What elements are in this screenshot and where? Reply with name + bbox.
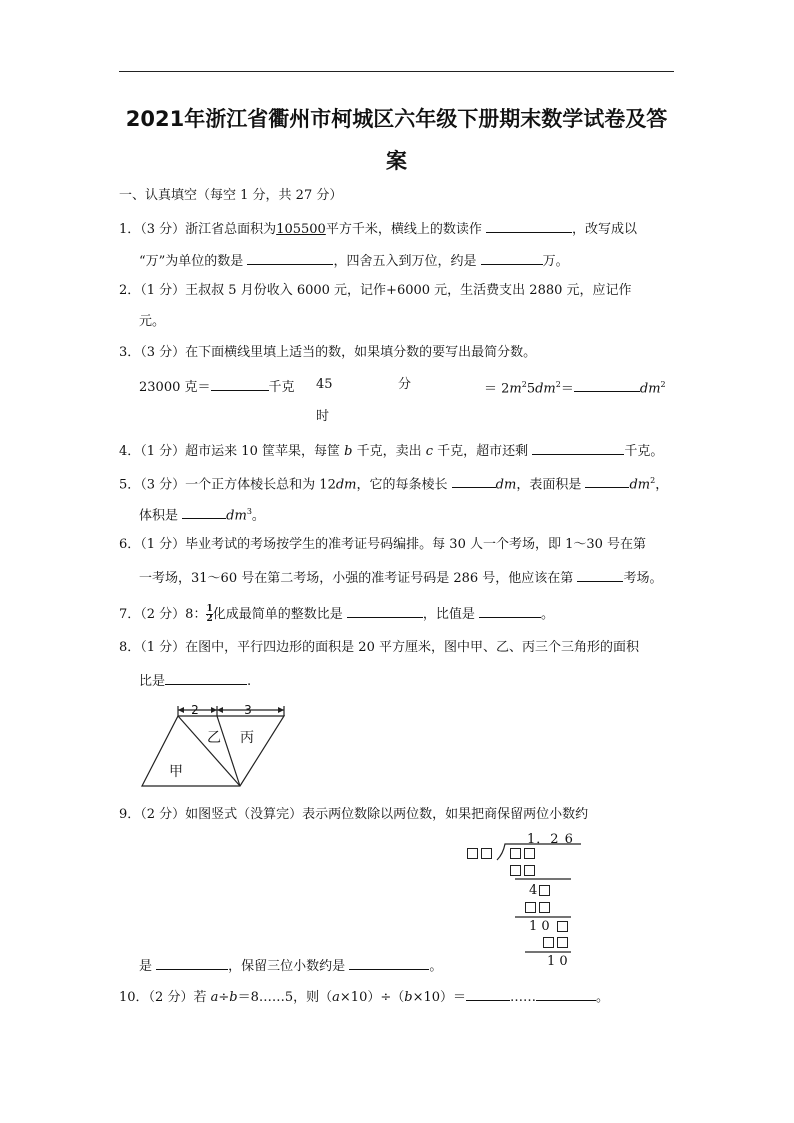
product-digit-box[interactable] xyxy=(543,937,554,948)
area-number: 105500 xyxy=(276,222,326,237)
triangle-label-jia: 甲 xyxy=(169,764,183,780)
remainder-digit-box[interactable] xyxy=(557,921,568,932)
question-3-item-2-unit: 分 xyxy=(398,377,412,392)
answer-blank[interactable] xyxy=(585,474,629,488)
question-3-item-2-number: 45 xyxy=(316,377,333,392)
dimension-label-2: 2 xyxy=(191,703,199,717)
question-6-line-1: 6．（1 分）毕业考试的考场按学生的准考证号码编排。每 30 人一个考场，即 1～30 号在第 xyxy=(119,537,647,552)
product-digit-box[interactable] xyxy=(557,937,568,948)
answer-blank[interactable] xyxy=(156,956,228,970)
product-digit-box[interactable] xyxy=(539,902,550,913)
section-heading: 一、认真填空（每空 1 分，共 27 分） xyxy=(119,188,343,203)
remainder-2: 1 0 xyxy=(529,919,550,934)
question-3-item-2-unit-below: 时 xyxy=(316,409,330,424)
answer-blank[interactable] xyxy=(481,251,543,265)
question-2-line-1: 2．（1 分）王叔叔 5 月份收入 6000 元，记作+6000 元，生活费支出 2880 元，应记作 xyxy=(119,283,632,298)
product-digit-box[interactable] xyxy=(524,865,535,876)
fraction-one-half: $\frac{1}{2}$ xyxy=(206,604,213,624)
question-1-line-2: “万”为单位的数是 ，四舍五入到万位，约是 万。 xyxy=(139,251,569,270)
question-5-line-1: 5．（3 分）一个正方体棱长总和为 12dm，它的每条棱长 dm，表面积是 $dm^2$， xyxy=(119,476,669,493)
triangle-label-yi: 乙 xyxy=(207,730,221,746)
answer-blank[interactable] xyxy=(574,378,640,392)
header-rule xyxy=(119,71,674,72)
question-9-line-1: 9．（2 分）如图竖式（没算完）表示两位数除以两位数，如果把商保留两位小数约 xyxy=(119,807,589,822)
question-7: 7．（2 分）8： $\frac{1}{2}$ 化成最简单的整数比是 ，比值是 。 xyxy=(119,604,555,624)
question-5-line-2: 体积是 $dm^3$。 xyxy=(139,507,265,524)
dividend-digit-box[interactable] xyxy=(524,848,535,859)
quotient: 1．2 6 xyxy=(527,832,574,847)
question-3-item-3: ＝ $2m^25dm^2= dm^2$ xyxy=(484,380,666,397)
answer-blank[interactable] xyxy=(211,377,269,391)
answer-blank[interactable] xyxy=(486,219,572,233)
answer-blank[interactable] xyxy=(479,604,541,618)
question-10: 10．（2 分）若 a÷b＝8……5，则（a×10）÷（b×10）＝ …… 。 xyxy=(119,987,609,1006)
question-1-line-1: 1．（3 分）浙江省总面积为105500平方千米，横线上的数读作 ，改写成以 xyxy=(119,219,637,238)
question-8-line-1: 8．（1 分）在图中，平行四边形的面积是 20 平方厘米，图中甲、乙、丙三个三角形的面积 xyxy=(119,640,639,655)
remainder-3: 1 0 xyxy=(547,954,568,969)
dimension-label-3: 3 xyxy=(244,703,252,717)
remainder-digit-box[interactable] xyxy=(539,885,550,896)
question-3-prompt: 3．（3 分）在下面横线里填上适当的数，如果填分数的要写出最简分数。 xyxy=(119,345,537,360)
answer-blank[interactable] xyxy=(347,604,423,618)
question-6-line-2: 一考场，31～60 号在第二考场，小强的准考证号码是 286 号，他应该在第 考场。 xyxy=(139,568,662,587)
answer-blank[interactable] xyxy=(532,441,624,455)
answer-blank[interactable] xyxy=(247,251,333,265)
parallelogram-figure xyxy=(140,700,290,790)
question-4: 4．（1 分）超市运来 10 筐苹果，每筐 b 千克，卖出 c 千克，超市还剩 千克。 xyxy=(119,441,663,460)
page-title-continued: 案 xyxy=(386,149,407,173)
answer-blank[interactable] xyxy=(182,505,226,519)
answer-blank[interactable] xyxy=(536,987,596,1001)
question-2-line-2: 元。 xyxy=(139,314,166,329)
triangle-label-bing: 丙 xyxy=(240,730,254,746)
remainder-1: 4 xyxy=(529,883,538,898)
answer-blank[interactable] xyxy=(466,987,510,1001)
answer-blank[interactable] xyxy=(577,568,623,582)
answer-blank[interactable] xyxy=(165,671,247,685)
question-9-line-2: 是 ，保留三位小数约是 。 xyxy=(139,956,442,975)
question-3-item-1: 23000 克＝ 千克 xyxy=(139,377,295,396)
answer-blank[interactable] xyxy=(349,956,429,970)
page-title: 2021年浙江省衢州市柯城区六年级下册期末数学试卷及答 xyxy=(125,107,668,131)
product-digit-box[interactable] xyxy=(525,902,536,913)
long-division-figure xyxy=(467,826,587,971)
question-8-line-2: 比是 . xyxy=(139,671,251,690)
product-digit-box[interactable] xyxy=(510,865,521,876)
dividend-digit-box[interactable] xyxy=(510,848,521,859)
answer-blank[interactable] xyxy=(452,474,496,488)
